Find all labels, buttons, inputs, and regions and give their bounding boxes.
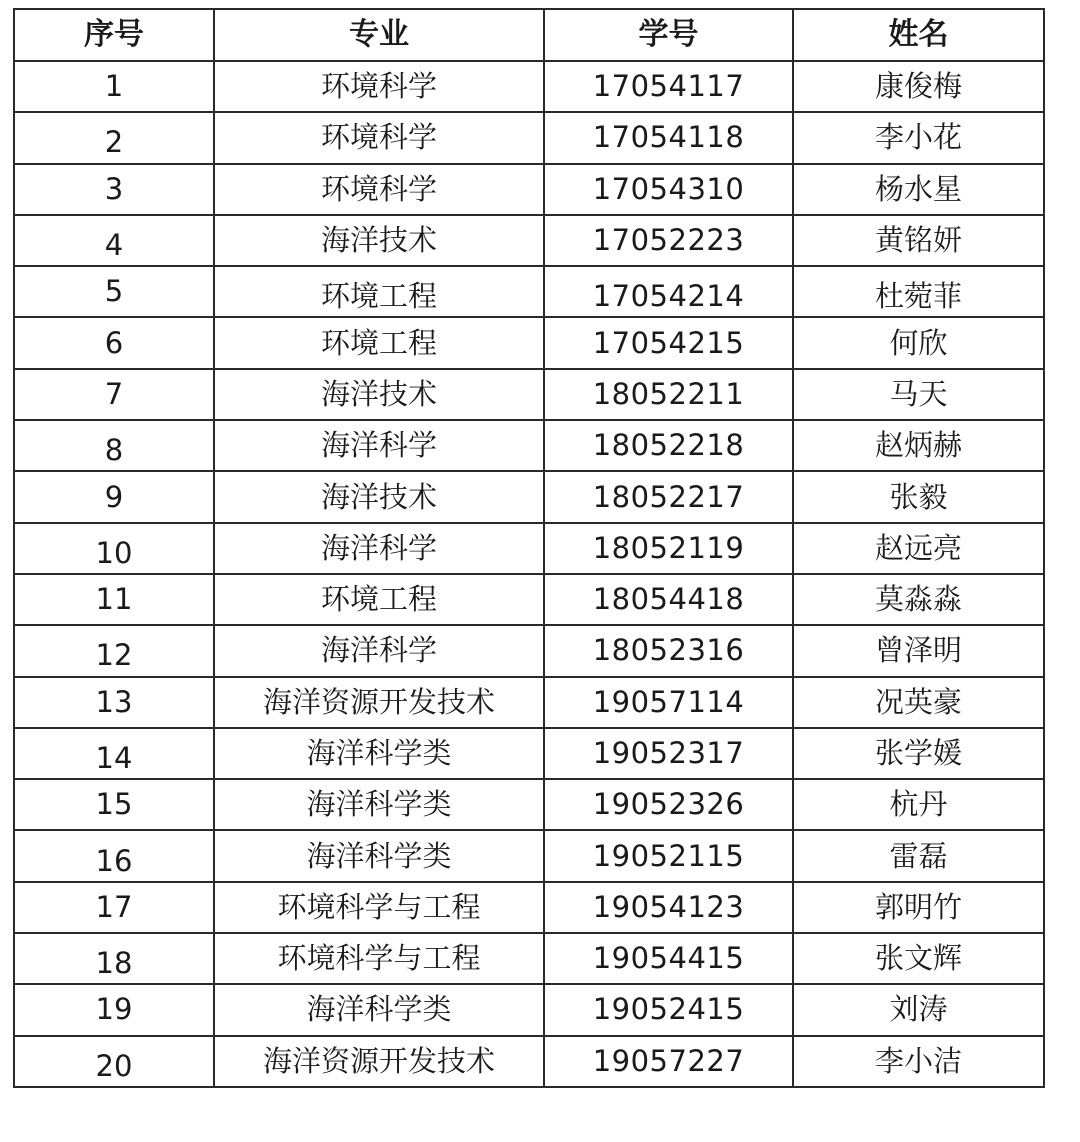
cell-index: 17 [14,882,214,933]
cell-major: 海洋技术 [214,369,544,420]
cell-name: 莫淼淼 [793,574,1044,625]
cell-student-id: 19052326 [544,779,793,830]
cell-name: 李小洁 [793,1036,1044,1087]
cell-name: 杭丹 [793,779,1044,830]
header-major: 专业 [214,9,544,61]
index-text: 12 [95,638,133,673]
cell-student-id: 18052217 [544,471,793,522]
cell-student-id: 18054418 [544,574,793,625]
cell-name: 赵炳赫 [793,420,1044,471]
cell-student-id: 18052218 [544,420,793,471]
table-row [14,574,1044,625]
cell-name: 张学媛 [793,728,1044,779]
table-row [14,1036,1044,1087]
table-row [14,215,1044,266]
cell-name: 何欣 [793,317,1044,368]
cell-student-id: 18052119 [544,523,793,574]
cell-major: 海洋资源开发技术 [214,677,544,728]
cell-major: 环境科学与工程 [214,933,544,984]
cell-index: 19 [14,984,214,1035]
cell-name: 黄铭妍 [793,215,1044,266]
table-row [14,420,1044,471]
cell-major: 海洋科学 [214,420,544,471]
table-body [14,61,1044,1087]
table-row [14,317,1044,368]
table-row [14,728,1044,779]
cell-name: 雷磊 [793,830,1044,881]
table-row [14,369,1044,420]
student-id-text: 17054214 [592,279,745,314]
cell-student-id: 19052317 [544,728,793,779]
index-text: 4 [104,228,124,263]
cell-index [14,625,214,676]
cell-name: 况英豪 [793,677,1044,728]
cell-student-id: 19052115 [544,830,793,881]
cell-name: 康俊梅 [793,61,1044,112]
table-row [14,471,1044,522]
table-row [14,523,1044,574]
cell-index: 5 [14,266,214,317]
cell-name: 刘涛 [793,984,1044,1035]
cell-student-id: 17054310 [544,164,793,215]
index-text: 16 [95,843,133,878]
cell-index [14,215,214,266]
cell-index: 1 [14,61,214,112]
cell-major: 海洋科学类 [214,728,544,779]
table-row [14,882,1044,933]
cell-student-id [544,266,793,317]
cell-index [14,728,214,779]
cell-major: 海洋技术 [214,215,544,266]
cell-name: 马天 [793,369,1044,420]
cell-index [14,933,214,984]
cell-major: 海洋科学 [214,523,544,574]
cell-major: 海洋资源开发技术 [214,1036,544,1087]
index-text: 10 [95,535,133,570]
cell-major: 环境工程 [214,317,544,368]
cell-major: 海洋科学类 [214,830,544,881]
cell-major: 环境科学 [214,112,544,163]
cell-major: 环境科学 [214,61,544,112]
cell-student-id: 19057227 [544,1036,793,1087]
table-row [14,164,1044,215]
table-row [14,61,1044,112]
cell-index: 7 [14,369,214,420]
cell-index [14,112,214,163]
cell-name: 张文辉 [793,933,1044,984]
cell-major: 环境科学 [214,164,544,215]
cell-index: 13 [14,677,214,728]
table-row [14,830,1044,881]
cell-major: 海洋科学类 [214,984,544,1035]
index-text: 2 [104,125,124,160]
cell-major: 环境工程 [214,574,544,625]
header-student-id: 学号 [544,9,793,61]
table-row [14,112,1044,163]
cell-index [14,1036,214,1087]
cell-index: 11 [14,574,214,625]
cell-index [14,523,214,574]
cell-name: 李小花 [793,112,1044,163]
header-name: 姓名 [793,9,1044,61]
cell-student-id: 19054415 [544,933,793,984]
table-row [14,266,1044,317]
cell-student-id: 17054215 [544,317,793,368]
cell-major: 海洋科学类 [214,779,544,830]
index-text: 14 [95,741,133,775]
student-roster-table [13,8,1045,1088]
cell-name: 张毅 [793,471,1044,522]
cell-student-id: 18052316 [544,625,793,676]
cell-major [214,266,544,317]
cell-name: 赵远亮 [793,523,1044,574]
cell-student-id: 17052223 [544,215,793,266]
table-row [14,933,1044,984]
name-text: 杜菀菲 [874,279,962,314]
cell-student-id: 19057114 [544,677,793,728]
cell-name: 曾泽明 [793,625,1044,676]
header-row [14,9,1044,61]
cell-major: 海洋科学 [214,625,544,676]
index-text: 20 [95,1048,133,1083]
cell-student-id: 19052415 [544,984,793,1035]
cell-major: 海洋技术 [214,471,544,522]
cell-index [14,830,214,881]
cell-index: 9 [14,471,214,522]
cell-student-id: 17054118 [544,112,793,163]
major-text: 环境工程 [320,279,437,314]
table-row [14,779,1044,830]
cell-index [14,420,214,471]
table-row [14,984,1044,1035]
table-header [14,9,1044,61]
cell-name: 杨水星 [793,164,1044,215]
cell-name: 郭明竹 [793,882,1044,933]
header-index: 序号 [14,9,214,61]
cell-name [793,266,1044,317]
cell-index: 6 [14,317,214,368]
table-row [14,625,1044,676]
cell-student-id: 19054123 [544,882,793,933]
table-row [14,677,1044,728]
cell-student-id: 18052211 [544,369,793,420]
cell-major: 环境科学与工程 [214,882,544,933]
index-text: 8 [104,433,124,468]
cell-index: 3 [14,164,214,215]
index-text: 18 [95,946,133,981]
cell-student-id: 17054117 [544,61,793,112]
cell-index: 15 [14,779,214,830]
